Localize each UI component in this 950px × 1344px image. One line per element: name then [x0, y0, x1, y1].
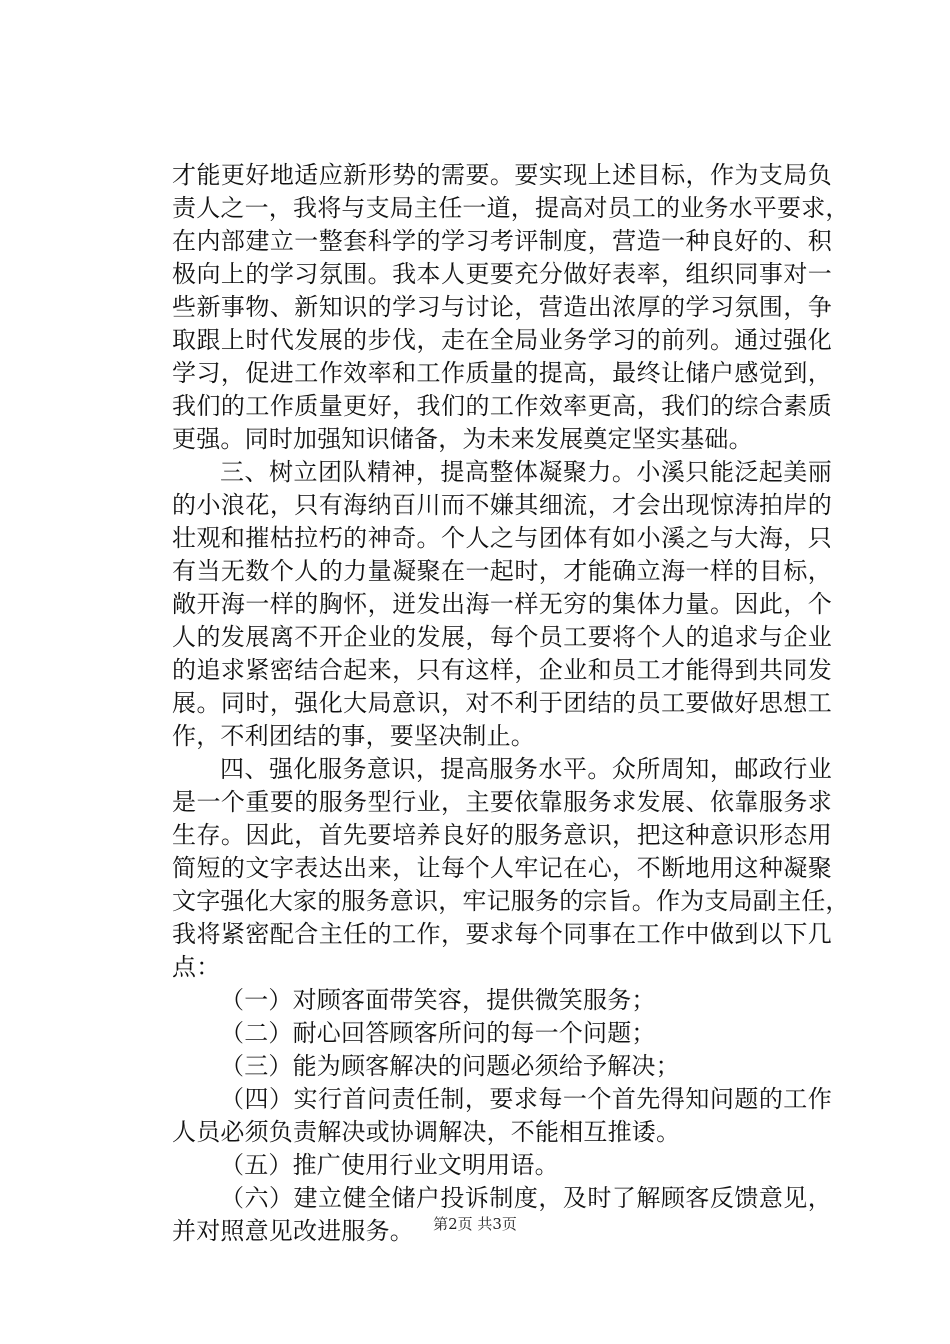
- text-line: 更强。同时加强知识储备，为未来发展奠定坚实基础。: [172, 425, 753, 453]
- text-line: 是一个重要的服务型行业，主要依靠服务求发展、依靠服务求: [172, 788, 832, 816]
- text-line: （五）推广使用行业文明用语。: [220, 1151, 559, 1179]
- text-line: 并对照意见改进服务。: [172, 1217, 414, 1245]
- text-line: 展。同时，强化大局意识，对不利于团结的员工要做好思想工: [172, 689, 832, 717]
- text-line: 四、强化服务意识，提高服务水平。众所周知，邮政行业: [220, 755, 832, 783]
- text-line: 壮观和摧枯拉朽的神奇。个人之与团体有如小溪之与大海，只: [172, 524, 832, 552]
- text-line: 我将紧密配合主任的工作，要求每个同事在工作中做到以下几: [172, 920, 832, 948]
- text-line: 我们的工作质量更好，我们的工作效率更高，我们的综合素质: [172, 392, 832, 420]
- text-line: （三）能为顾客解决的问题必须给予解决；: [220, 1052, 680, 1080]
- text-line: 的小浪花，只有海纳百川而不嫌其细流，才会出现惊涛拍岸的: [172, 491, 832, 519]
- text-line: （一）对顾客面带笑容，提供微笑服务；: [220, 986, 656, 1014]
- page-footer: 第2页 共3页: [433, 1215, 517, 1233]
- text-line: 简短的文字表达出来，让每个人牢记在心，不断地用这种凝聚: [172, 854, 832, 882]
- text-line: 人员必须负责解决或协调解决，不能相互推诿。: [172, 1118, 681, 1146]
- text-line: 作，不利团结的事，要坚决制止。: [172, 722, 535, 750]
- text-line: 敞开海一样的胸怀，迸发出海一样无穷的集体力量。因此，个: [172, 590, 832, 618]
- text-line: 学习，促进工作效率和工作质量的提高，最终让储户感觉到，: [172, 359, 832, 387]
- text-line: 人的发展离不开企业的发展，每个员工要将个人的追求与企业: [172, 623, 832, 651]
- text-line: 些新事物、新知识的学习与讨论，营造出浓厚的学习氛围，争: [172, 293, 832, 321]
- text-line: 三、树立团队精神，提高整体凝聚力。小溪只能泛起美丽: [220, 458, 832, 486]
- text-line: 有当无数个人的力量凝聚在一起时，才能确立海一样的目标，: [172, 557, 832, 585]
- text-line: 取跟上时代发展的步伐，走在全局业务学习的前列。通过强化: [172, 326, 832, 354]
- text-line: （四）实行首问责任制，要求每一个首先得知问题的工作: [220, 1085, 832, 1113]
- text-line: 在内部建立一整套科学的学习考评制度，营造一种良好的、积: [172, 227, 832, 255]
- text-line: （六）建立健全储户投诉制度，及时了解顾客反馈意见，: [220, 1184, 832, 1212]
- text-line: 点：: [172, 953, 221, 981]
- text-line: 极向上的学习氛围。我本人更要充分做好表率，组织同事对一: [172, 260, 832, 288]
- text-line: 才能更好地适应新形势的需要。要实现上述目标，作为支局负: [172, 161, 832, 189]
- document-body: [172, 159, 850, 1248]
- text-line: 责人之一，我将与支局主任一道，提高对员工的业务水平要求，: [172, 194, 850, 222]
- text-line: 的追求紧密结合起来，只有这样，企业和员工才能得到共同发: [172, 656, 832, 684]
- text-line: 生存。因此，首先要培养良好的服务意识，把这种意识形态用: [172, 821, 832, 849]
- text-line: 文字强化大家的服务意识，牢记服务的宗旨。作为支局副主任，: [172, 887, 850, 915]
- text-line: （二）耐心回答顾客所问的每一个问题；: [220, 1019, 656, 1047]
